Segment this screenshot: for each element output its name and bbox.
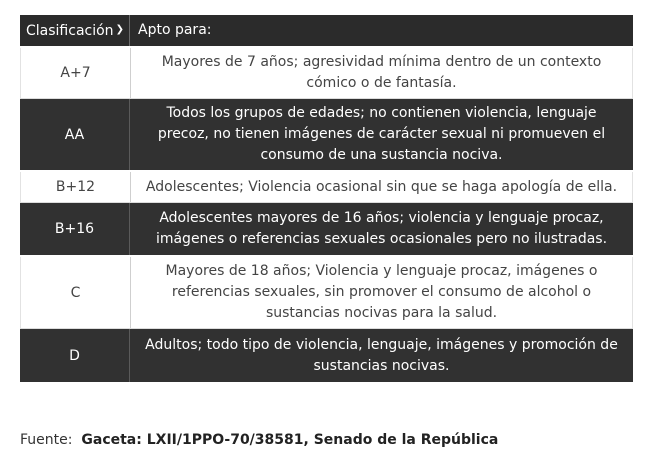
table-row: [20, 203, 633, 257]
source-footer: [20, 432, 498, 448]
table-row: [20, 329, 633, 384]
source-label: Fuente:: [20, 432, 73, 448]
header-classification-label: Clasificación: [26, 22, 114, 39]
rating-code: C: [21, 257, 131, 328]
rating-code: B+12: [21, 172, 131, 202]
table-row: [20, 172, 633, 203]
rating-description: Todos los grupos de edades; no contienen violencia, lenguaje precoz, no tienen imágenes de carácter sexual ni promueven el consumo de una sustancia nociva.: [157, 105, 606, 163]
rating-description: Mayores de 18 años; Violencia y lenguaje procaz, imágenes o referencias sexuales, sin promover el consumo de alcohol o sustancias nocivas para la salud.: [165, 263, 598, 321]
classification-table: [20, 15, 633, 384]
header-suitable-for-label: Apto para:: [138, 22, 212, 38]
table-row: [20, 48, 633, 99]
header-classification[interactable]: [20, 15, 130, 46]
header-suitable-for: [130, 15, 633, 46]
table-row: [20, 99, 633, 172]
chevron-down-icon[interactable]: ❯: [115, 24, 124, 35]
rating-code: A+7: [21, 48, 131, 98]
rating-code: D: [20, 329, 130, 382]
table-header-row: [20, 15, 633, 48]
table-row: [20, 257, 633, 329]
rating-code: B+16: [20, 203, 130, 255]
gazette-label: Gaceta: [81, 432, 137, 448]
rating-code: AA: [20, 99, 130, 170]
rating-description: Adolescentes; Violencia ocasional sin que se haga apología de ella.: [145, 178, 618, 195]
rating-description: Mayores de 7 años; agresividad mínima dentro de un contexto cómico o de fantasía.: [161, 54, 602, 91]
gazette-reference: : LXII/1PPO-70/38581, Senado de la República: [136, 432, 499, 448]
rating-description: Adultos; todo tipo de violencia, lenguaje, imágenes y promoción de sustancias nocivas.: [145, 336, 618, 374]
rating-description: Adolescentes mayores de 16 años; violencia y lenguaje procaz, imágenes o referencias sexuales ocasionales pero no ilustradas.: [155, 210, 608, 247]
